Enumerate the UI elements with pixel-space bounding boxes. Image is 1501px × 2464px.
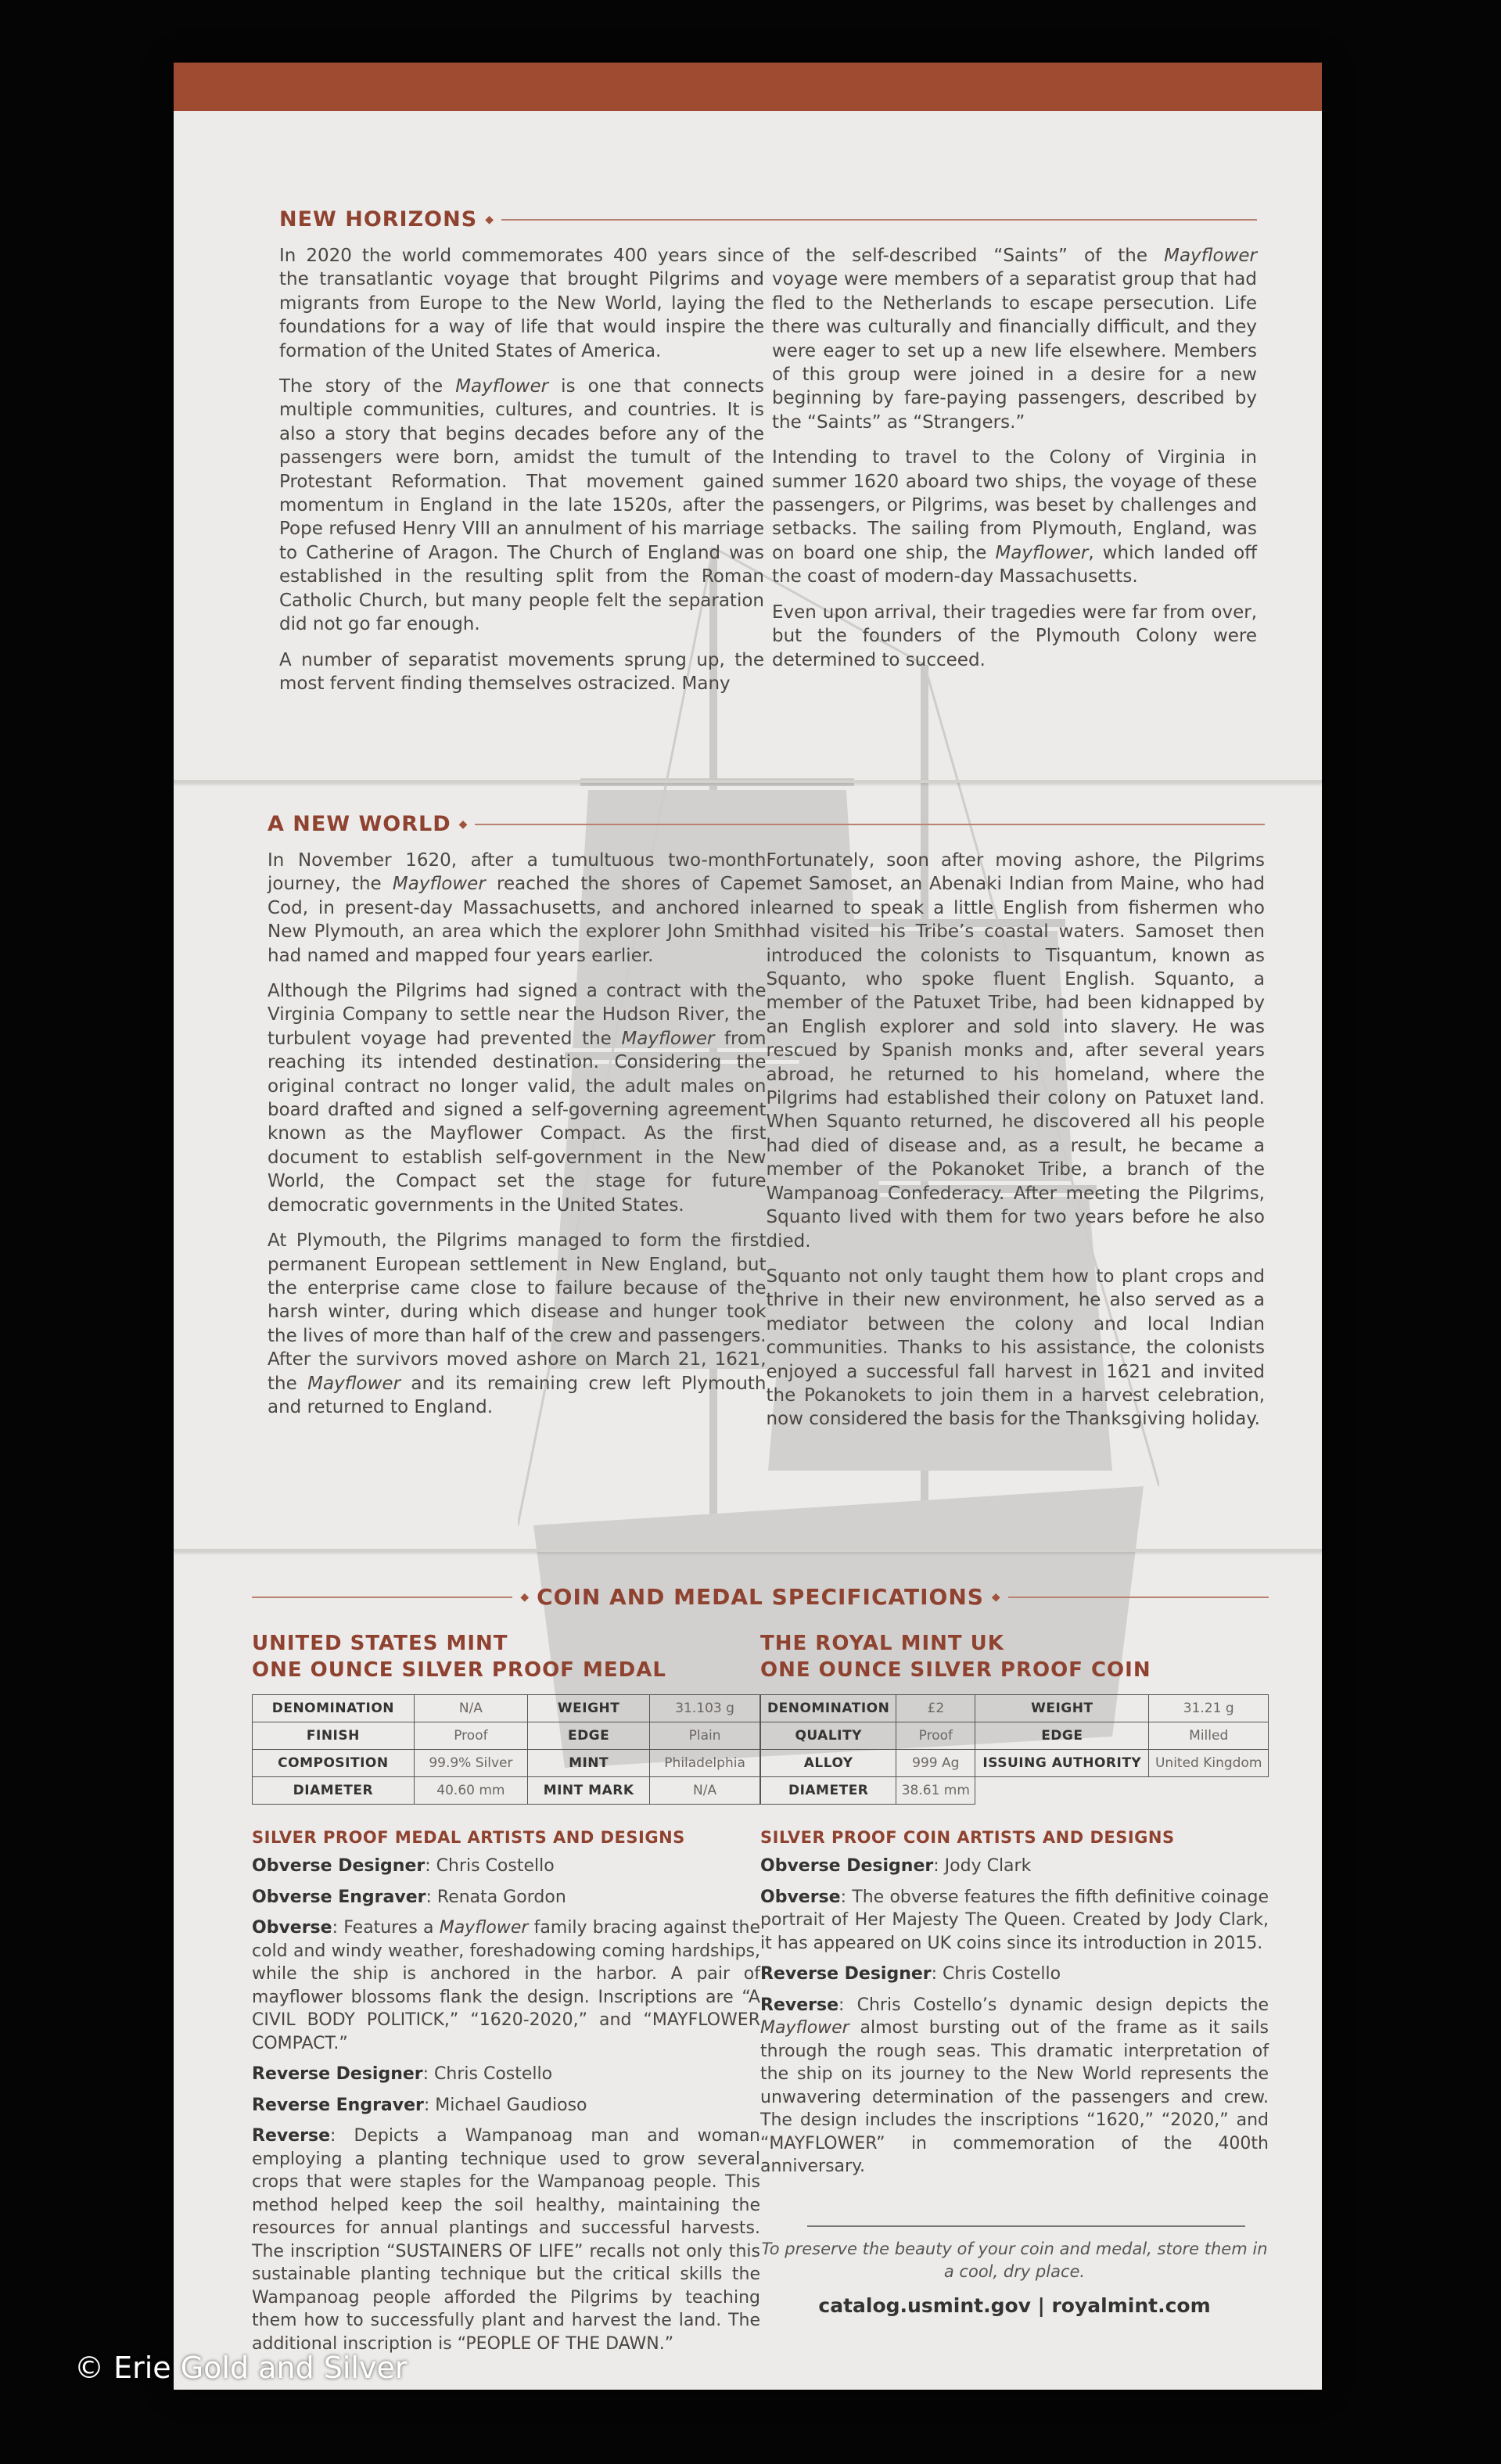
bold-label: Reverse Designer	[252, 2064, 423, 2084]
spec-label: ISSUING AUTHORITY	[975, 1750, 1149, 1777]
italic-text: Mayflower	[995, 542, 1089, 563]
brochure-page	[174, 63, 1322, 2390]
spec-value: 999 Ag	[896, 1750, 975, 1777]
spec-value: 99.9% Silver	[414, 1750, 527, 1777]
bold-label: Obverse Engraver	[252, 1887, 426, 1907]
bold-label: Reverse Designer	[760, 1964, 932, 1984]
uk-coin-spec-table	[760, 1694, 1269, 1805]
paragraph: A number of separatist movements sprung up, the most fervent finding themselves ostracized. Many	[279, 649, 764, 694]
paragraph: of the self-described “Saints” of the Mayflower voyage were members of a separatist group that had fled to the Netherlands to escape persecution. Life there was culturally and financially difficult, and they were eager to set up a new life elsewhere. Members of this group were joined in a desire for a new beginning by fare-paying passengers, described by the “Saints” as “Strangers.”	[772, 246, 1257, 433]
paragraph: In November 1620, after a tumultuous two-month journey, the Mayflower reached the shores of Cape Cod, in present-day Massachusetts, and anchored in New Plymouth, an area which the explorer John Smith had named and mapped four years earlier.	[268, 850, 767, 966]
spec-label: EDGE	[975, 1722, 1149, 1750]
paragraph: Obverse: Features a Mayflower family bracing against the cold and windy weather, foreshadowing coming hardships, while the ship is anchored in the harbor. A pair of mayflower blossoms flank the design. Inscriptions are “A CIVIL BODY POLITICK,” “1620-2020,” and “MAYFLOWER COMPACT.”	[252, 1918, 760, 2053]
paragraph: Reverse Designer: Chris Costello	[760, 1964, 1061, 1984]
care-note: To preserve the beauty of your coin and medal, store them in a cool, dry place.	[761, 2239, 1268, 2281]
us-artists-text	[252, 1855, 760, 2355]
new-world-section	[268, 812, 1265, 1443]
spec-value: 31.21 g	[1149, 1695, 1269, 1722]
spec-value: N/A	[414, 1695, 527, 1722]
spec-value: Proof	[896, 1722, 975, 1750]
bold-label: Reverse	[760, 1995, 838, 2015]
bold-label: Obverse	[252, 1918, 332, 1938]
uk-artists-text	[760, 1855, 1269, 2178]
italic-text: Mayflower	[439, 1918, 529, 1938]
bold-label: Obverse Designer	[760, 1856, 934, 1876]
royal-mint-title: THE ROYAL MINT UK	[760, 1632, 1004, 1655]
italic-text: Mayflower	[760, 2018, 849, 2038]
spec-value: N/A	[650, 1777, 760, 1805]
top-color-band	[174, 63, 1322, 111]
spec-label: DIAMETER	[253, 1777, 415, 1805]
spec-row	[761, 1695, 1269, 1722]
new-world-left-column	[268, 849, 767, 1443]
spec-label: COMPOSITION	[253, 1750, 415, 1777]
specifications-header	[252, 1584, 1269, 1610]
title-diamond-icon: ◆	[458, 817, 468, 831]
spec-row	[253, 1750, 760, 1777]
paragraph: Obverse Engraver: Renata Gordon	[252, 1887, 566, 1907]
spec-value: Proof	[414, 1722, 527, 1750]
paragraph: Obverse Designer: Jody Clark	[760, 1856, 1032, 1876]
spec-label: ALLOY	[761, 1750, 896, 1777]
spec-label: FINISH	[253, 1722, 415, 1750]
us-artists-heading: SILVER PROOF MEDAL ARTISTS AND DESIGNS	[252, 1828, 685, 1847]
spec-label: MINT MARK	[528, 1777, 650, 1805]
spec-row	[253, 1695, 760, 1722]
website-links[interactable]: catalog.usmint.gov | royalmint.com	[818, 2293, 1211, 2317]
spec-label: WEIGHT	[528, 1695, 650, 1722]
specifications-section	[252, 1584, 1269, 2363]
bold-label: Reverse Engraver	[252, 2095, 424, 2115]
spec-row	[761, 1722, 1269, 1750]
new-horizons-left-column	[279, 244, 764, 707]
spec-value: Plain	[650, 1722, 760, 1750]
spec-value: Milled	[1149, 1722, 1269, 1750]
new-horizons-title: NEW HORIZONS	[279, 207, 478, 232]
italic-text: Mayflower	[392, 874, 486, 895]
us-mint-title: UNITED STATES MINT	[252, 1632, 508, 1655]
fold-line	[174, 780, 1322, 783]
title-rule	[475, 824, 1265, 825]
title-diamond-icon: ◆	[991, 1590, 1000, 1604]
bold-label: Obverse	[760, 1887, 841, 1907]
title-rule	[252, 1597, 512, 1598]
new-horizons-section	[279, 207, 1257, 707]
new-horizons-right-column	[772, 244, 1257, 707]
spec-value: £2	[896, 1695, 975, 1722]
footer-rule	[807, 2225, 1245, 2227]
italic-text: Mayflower	[621, 1028, 715, 1049]
title-diamond-icon: ◆	[520, 1590, 530, 1604]
paragraph: Obverse: The obverse features the fifth definitive coinage portrait of Her Majesty The Queen. Created by Jody Clark, it has appeared on UK coins since its introduction in 2015.	[760, 1887, 1269, 1953]
bold-label: Obverse Designer	[252, 1856, 426, 1876]
paragraph: The story of the Mayflower is one that connects multiple communities, cultures, and countries. It is also a story that begins decades before any of the passengers were born, amidst the tumult of the Protestant Reformation. That movement gained momentum in England in the late 1520s, after the Pope refused Henry VIII an annulment of his marriage to Catherine of Aragon. The Church of England was established in the resulting split from the Roman Catholic Church, but many people felt the separation did not go far enough.	[279, 376, 764, 635]
fold-line	[174, 1549, 1322, 1552]
spec-row	[253, 1777, 760, 1805]
spec-row	[761, 1777, 1269, 1805]
italic-text: Mayflower	[307, 1373, 401, 1394]
spec-value: 31.103 g	[650, 1695, 760, 1722]
paragraph: Squanto not only taught them how to plant crops and thrive in their new environment, he also served as a mediator between the colony and local Indian communities. Thanks to his assistance, the colonists enjoyed a successful fall harvest in 1621 and invited the Pokanokets to join them in a harvest celebration, now considered the basis for the Thanksgiving holiday.	[766, 1266, 1265, 1430]
spec-value: 40.60 mm	[414, 1777, 527, 1805]
royal-mint-column	[760, 1630, 1269, 2363]
paragraph: Reverse: Chris Costello’s dynamic design depicts the Mayflower almost bursting out of the frame as it sails through the rough seas. This dramatic interpretation of the ship on its journey to the New World represents the unwavering determination of the passengers and crew. The design includes the inscriptions “1620,” “2020,” and “MAYFLOWER” in commemoration of the 400th anniversary.	[760, 1995, 1269, 2176]
us-mint-column	[252, 1630, 760, 2363]
spec-row	[761, 1750, 1269, 1777]
us-medal-spec-table	[252, 1694, 760, 1805]
paragraph: Even upon arrival, their tragedies were far from over, but the founders of the Plymouth Colony were determined to succeed.	[772, 602, 1257, 670]
spec-label: WEIGHT	[975, 1695, 1149, 1722]
italic-text: Mayflower	[455, 376, 549, 397]
paragraph: Obverse Designer: Chris Costello	[252, 1856, 555, 1876]
uk-coin-title: ONE OUNCE SILVER PROOF COIN	[760, 1658, 1151, 1682]
paragraph: Reverse: Depicts a Wampanoag man and woman employing a planting technique used to grow several crops that were staples for the Wampanoag people. This method helped keep the soil healthy, maintaining the resources for annual plantings and successful harvests. The inscription “SUSTAINERS OF LIFE” recalls not only this sustainable planting technique but the critical skills the Wampanoag people afforded the Pilgrims by teaching them how to successfully plant and harvest the land. The additional inscription is “PEOPLE OF THE DAWN.”	[252, 2126, 760, 2354]
spec-label: EDGE	[528, 1722, 650, 1750]
spec-empty-cell	[975, 1777, 1269, 1805]
paragraph: Intending to travel to the Colony of Virginia in summer 1620 aboard two ships, the voyage of these passengers, or Pilgrims, was beset by challenges and setbacks. The sailing from Plymouth, England, was on board one ship, the Mayflower, which landed off the coast of modern-day Massachusetts.	[772, 447, 1258, 587]
spec-label: DENOMINATION	[253, 1695, 415, 1722]
paragraph: In 2020 the world commemorates 400 years since the transatlantic voyage that brought Pilgrims and migrants from Europe to the New World, laying the foundations for a way of life that would inspire the formation of the United States of America.	[279, 246, 764, 361]
paragraph: Reverse Engraver: Michael Gaudioso	[252, 2095, 587, 2115]
paragraph: Reverse Designer: Chris Costello	[252, 2064, 553, 2084]
spec-label: DENOMINATION	[761, 1695, 896, 1722]
spec-label: QUALITY	[761, 1722, 896, 1750]
spec-label: DIAMETER	[761, 1777, 896, 1805]
uk-artists-heading: SILVER PROOF COIN ARTISTS AND DESIGNS	[760, 1828, 1175, 1847]
spec-row	[253, 1722, 760, 1750]
new-world-title: A NEW WORLD	[268, 812, 451, 836]
title-rule	[501, 219, 1257, 221]
paragraph: Fortunately, soon after moving ashore, the Pilgrims met Samoset, an Abenaki Indian from Maine, who had learned to speak a little English from fishermen who had visited his Tribe’s coastal waters. Samoset then introduced the colonists to Tisquantum, known as Squanto, who spoke fluent English. Squanto, a member of the Patuxet Tribe, had been kidnapped by an English explorer and sold into slavery. He was rescued by Spanish monks and, after several years abroad, he returned to his homeland, where the Pilgrims had established their colony on Patuxet land. When Squanto returned, he discovered all his people had died of disease and, as a result, he became a member of the Pokanoket Tribe, a branch of the Wampanoag Confederacy. After meeting the Pilgrims, Squanto lived with them for two years before he also died.	[766, 850, 1265, 1252]
bold-label: Reverse	[252, 2126, 330, 2146]
italic-text: Mayflower	[1164, 246, 1257, 266]
specifications-title: COIN AND MEDAL SPECIFICATIONS	[537, 1584, 984, 1610]
paragraph: Although the Pilgrims had signed a contract with the Virginia Company to settle near the Hudson River, the turbulent voyage had prevented the Mayflower from reaching its intended destination. Considering the original contract no longer valid, the adult males on board drafted and signed a self-governing agreement known as the Mayflower Compact. As the first document to establish self-government in the New World, the Compact set the stage for future democratic governments in the United States.	[268, 981, 767, 1216]
title-diamond-icon: ◆	[485, 213, 494, 226]
copyright-watermark: © Erie Gold and Silver	[74, 2351, 408, 2385]
spec-value: Philadelphia	[650, 1750, 760, 1777]
title-rule	[1008, 1597, 1269, 1598]
paragraph: At Plymouth, the Pilgrims managed to form the first permanent European settlement in New England, but the enterprise came close to failure because of the harsh winter, during which disease and hunger took the lives of more than half of the crew and passengers. After the survivors moved ashore on March 21, 1621, the Mayflower and its remaining crew left Plymouth and returned to England.	[268, 1230, 767, 1417]
spec-label: MINT	[528, 1750, 650, 1777]
spec-value: United Kingdom	[1149, 1750, 1269, 1777]
spec-value: 38.61 mm	[896, 1777, 975, 1805]
new-world-right-column	[767, 849, 1266, 1443]
us-medal-title: ONE OUNCE SILVER PROOF MEDAL	[252, 1658, 666, 1682]
